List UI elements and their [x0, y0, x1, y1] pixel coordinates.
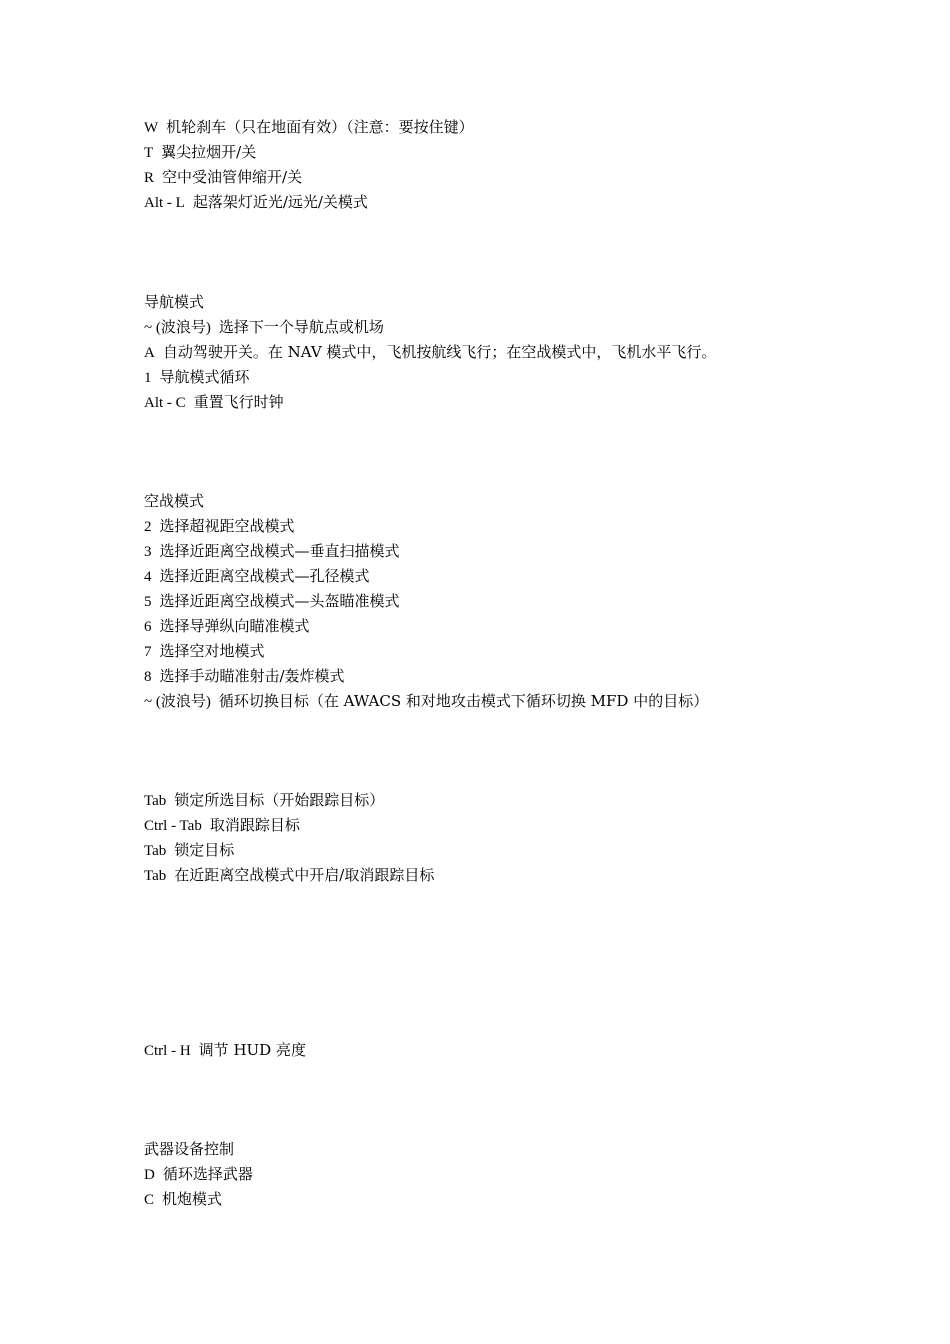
key-label: Alt - C — [144, 395, 186, 411]
key-description: 空中受油管伸缩开/关 — [162, 168, 303, 186]
key-description: 锁定目标 — [174, 841, 235, 859]
key-description: 调节 HUD 亮度 — [198, 1041, 306, 1059]
key-line — [144, 317, 384, 338]
key-label: 8 — [144, 669, 152, 685]
key-label: ~ (波浪号) — [144, 320, 211, 336]
key-label: Tab — [144, 868, 167, 884]
section-heading: 空战模式 — [144, 492, 205, 510]
key-line — [144, 840, 234, 861]
key-label: Tab — [144, 843, 167, 859]
key-label: C — [144, 1192, 155, 1208]
key-description: 循环选择武器 — [162, 1165, 253, 1183]
key-line — [144, 815, 300, 836]
key-label: W — [144, 120, 159, 136]
key-description: 自动驾驶开关。在 NAV 模式中，飞机按航线飞行；在空战模式中，飞机水平飞行。 — [162, 343, 717, 361]
key-description: 在近距离空战模式中开启/取消跟踪目标 — [174, 866, 435, 884]
key-line — [144, 192, 368, 213]
key-description: 循环切换目标（在 AWACS 和对地攻击模式下循环切换 MFD 中的目标） — [218, 692, 709, 710]
key-line — [144, 616, 310, 637]
key-label: 3 — [144, 544, 152, 560]
key-label: ~ (波浪号) — [144, 694, 211, 710]
key-line — [144, 1040, 306, 1061]
key-line — [144, 342, 716, 363]
key-label: 1 — [144, 370, 152, 386]
key-description: 重置飞行时钟 — [193, 393, 284, 411]
key-line — [144, 117, 474, 138]
key-label: 4 — [144, 569, 152, 585]
key-description: 选择近距离空战模式—垂直扫描模式 — [159, 542, 400, 560]
key-label: R — [144, 170, 155, 186]
key-description: 选择导弹纵向瞄准模式 — [159, 617, 310, 635]
key-line — [144, 591, 400, 612]
key-line — [144, 666, 345, 687]
key-line — [144, 566, 370, 587]
key-label: A — [144, 345, 155, 361]
key-line — [144, 516, 295, 537]
key-label: Tab — [144, 793, 167, 809]
key-line — [144, 392, 284, 413]
key-label: 5 — [144, 594, 152, 610]
key-line — [144, 541, 400, 562]
key-label: 6 — [144, 619, 152, 635]
key-line — [144, 1164, 253, 1185]
key-line — [144, 691, 708, 712]
section-heading: 导航模式 — [144, 293, 205, 311]
key-description: 选择近距离空战模式—孔径模式 — [159, 567, 370, 585]
key-line — [144, 865, 434, 886]
key-line — [144, 142, 256, 163]
section-heading: 武器设备控制 — [144, 1140, 235, 1158]
key-label: Ctrl - H — [144, 1043, 191, 1059]
key-description: 选择下一个导航点或机场 — [218, 318, 384, 336]
key-description: 导航模式循环 — [159, 368, 250, 386]
key-description: 选择超视距空战模式 — [159, 517, 295, 535]
key-description: 选择近距离空战模式—头盔瞄准模式 — [159, 592, 400, 610]
key-label: 2 — [144, 519, 152, 535]
key-description: 取消跟踪目标 — [209, 816, 300, 834]
key-line — [144, 367, 250, 388]
key-description: 翼尖拉烟开/关 — [161, 143, 257, 161]
key-label: 7 — [144, 644, 152, 660]
key-label: Alt - L — [144, 195, 185, 211]
key-label: Ctrl - Tab — [144, 818, 202, 834]
key-description: 机炮模式 — [162, 1190, 223, 1208]
key-label: D — [144, 1167, 155, 1183]
key-description: 选择空对地模式 — [159, 642, 265, 660]
key-label: T — [144, 145, 154, 161]
key-line — [144, 641, 265, 662]
key-line — [144, 167, 302, 188]
key-description: 选择手动瞄准射击/轰炸模式 — [159, 667, 345, 685]
key-line — [144, 790, 384, 811]
key-line — [144, 1189, 222, 1210]
key-description: 起落架灯近光/远光/关模式 — [192, 193, 368, 211]
key-description: 机轮刹车（只在地面有效）（注意：要按住键） — [166, 118, 474, 136]
key-description: 锁定所选目标（开始跟踪目标） — [174, 791, 385, 809]
